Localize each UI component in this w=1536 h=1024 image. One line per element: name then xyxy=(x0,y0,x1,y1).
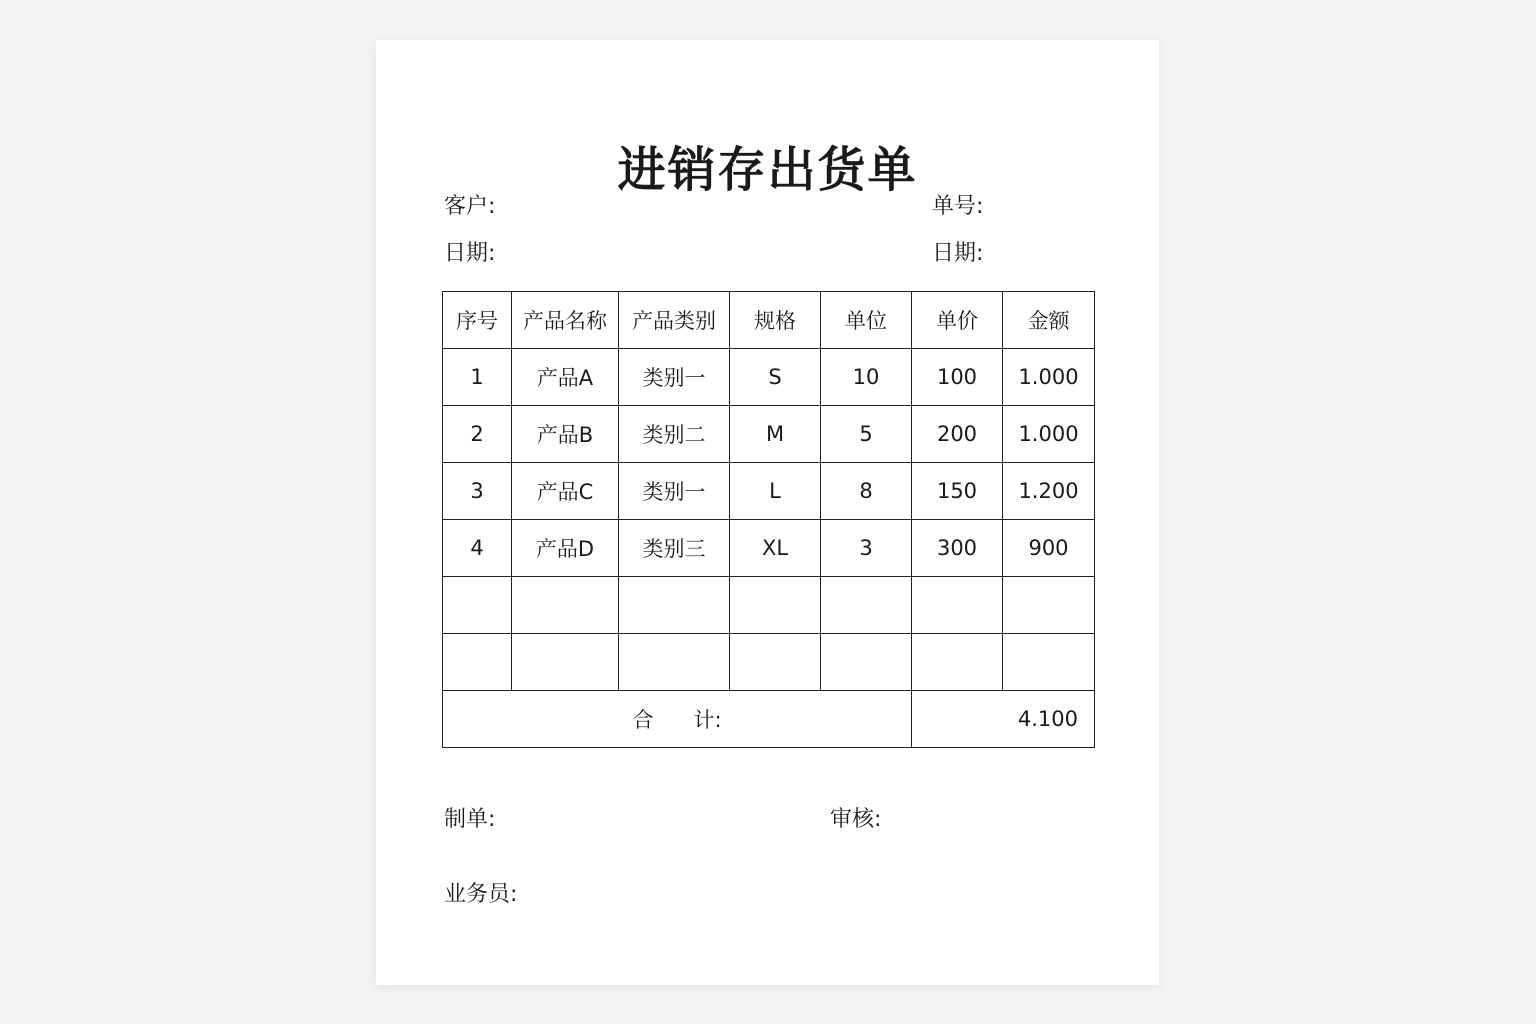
cell-product-name xyxy=(512,577,619,634)
cell-unit-price: 150 xyxy=(912,463,1003,520)
cell-spec: S xyxy=(730,349,821,406)
cell-spec: M xyxy=(730,406,821,463)
column-header-product-name: 产品名称 xyxy=(512,292,619,349)
prepared-by-label: 制单: xyxy=(444,807,496,832)
cell-unit: 8 xyxy=(821,463,912,520)
total-label-part-2: 计: xyxy=(693,708,722,732)
cell-unit-price: 300 xyxy=(912,520,1003,577)
cell-product-name: 产品D xyxy=(512,520,619,577)
column-header-index: 序号 xyxy=(443,292,512,349)
cell-unit-price: 200 xyxy=(912,406,1003,463)
cell-amount: 1.200 xyxy=(1003,463,1095,520)
cell-product-category: 类别二 xyxy=(619,406,730,463)
total-label xyxy=(443,691,912,748)
cell-unit-price: 100 xyxy=(912,349,1003,406)
cell-unit xyxy=(821,577,912,634)
table-row-empty xyxy=(443,577,1095,634)
date-label-right: 日期: xyxy=(932,241,984,266)
table-row xyxy=(443,349,1095,406)
date-label-left: 日期: xyxy=(444,241,496,266)
cell-unit: 5 xyxy=(821,406,912,463)
cell-index: 1 xyxy=(443,349,512,406)
cell-unit xyxy=(821,634,912,691)
column-header-unit: 单位 xyxy=(821,292,912,349)
cell-spec: XL xyxy=(730,520,821,577)
cell-product-category xyxy=(619,634,730,691)
cell-product-category: 类别三 xyxy=(619,520,730,577)
total-value: 4.100 xyxy=(912,691,1095,748)
reviewed-by-label: 审核: xyxy=(830,807,882,832)
table-row xyxy=(443,463,1095,520)
cell-amount xyxy=(1003,577,1095,634)
cell-product-category: 类别一 xyxy=(619,463,730,520)
document-title: 进销存出货单 xyxy=(617,142,918,198)
column-header-spec: 规格 xyxy=(730,292,821,349)
column-header-product-category: 产品类别 xyxy=(619,292,730,349)
column-header-unit-price: 单价 xyxy=(912,292,1003,349)
cell-spec xyxy=(730,634,821,691)
table-row xyxy=(443,406,1095,463)
total-label-part-1: 合 xyxy=(632,708,654,732)
cell-product-name: 产品A xyxy=(512,349,619,406)
cell-product-category xyxy=(619,577,730,634)
cell-spec xyxy=(730,577,821,634)
table-header-row xyxy=(443,292,1095,349)
cell-amount xyxy=(1003,634,1095,691)
cell-index xyxy=(443,577,512,634)
table-total-row xyxy=(443,691,1095,748)
order-number-label: 单号: xyxy=(932,194,984,219)
cell-amount: 900 xyxy=(1003,520,1095,577)
cell-product-name: 产品C xyxy=(512,463,619,520)
cell-product-name: 产品B xyxy=(512,406,619,463)
document-sheet xyxy=(376,40,1159,985)
cell-product-name xyxy=(512,634,619,691)
goods-table xyxy=(442,291,1095,748)
column-header-amount: 金额 xyxy=(1003,292,1095,349)
cell-index: 2 xyxy=(443,406,512,463)
cell-unit-price xyxy=(912,577,1003,634)
cell-index: 4 xyxy=(443,520,512,577)
cell-index xyxy=(443,634,512,691)
table-row-empty xyxy=(443,634,1095,691)
customer-label: 客户: xyxy=(444,194,496,219)
cell-amount: 1.000 xyxy=(1003,349,1095,406)
cell-unit-price xyxy=(912,634,1003,691)
cell-index: 3 xyxy=(443,463,512,520)
cell-spec: L xyxy=(730,463,821,520)
table-row xyxy=(443,520,1095,577)
salesperson-label: 业务员: xyxy=(444,882,518,907)
cell-unit: 10 xyxy=(821,349,912,406)
cell-product-category: 类别一 xyxy=(619,349,730,406)
cell-unit: 3 xyxy=(821,520,912,577)
cell-amount: 1.000 xyxy=(1003,406,1095,463)
